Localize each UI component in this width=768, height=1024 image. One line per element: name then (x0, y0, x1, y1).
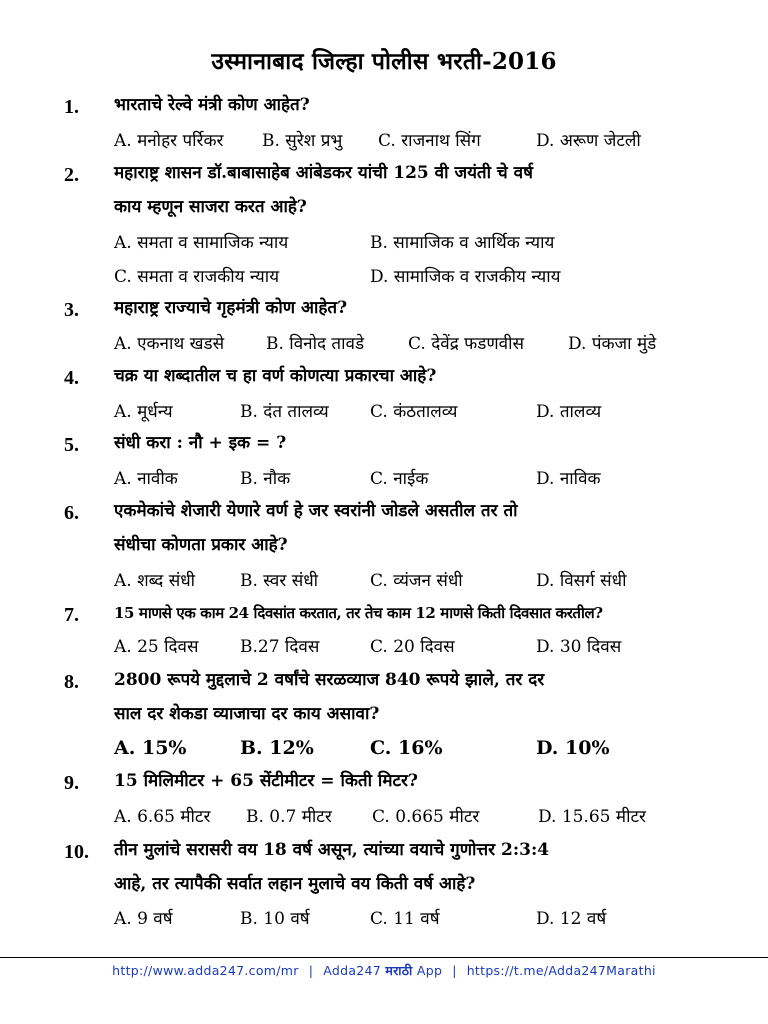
footer-separator: | (308, 963, 314, 978)
question-number: 7. (64, 604, 79, 626)
question-number: 8. (64, 671, 79, 693)
question-text: 2800 रूपये मुद्दलाचे 2 वर्षांचे सरळव्याज 840 रूपये झाले, तर दर (114, 670, 545, 690)
question-text-line-2: साल दर शेकडा व्याजाचा दर काय असावा? (114, 704, 380, 724)
option-c: C. राजनाथ सिंग (378, 131, 481, 151)
app-language: मराठी (385, 963, 413, 978)
option-d: D. अरूण जेटली (536, 131, 641, 151)
question-text: भारताचे रेल्वे मंत्री कोण आहेत? (114, 95, 310, 115)
question-text: चक्र या शब्दातील च हा वर्ण कोणत्या प्रकारचा आहे? (114, 366, 437, 386)
option-c: C. देवेंद्र फडणवीस (408, 334, 524, 354)
option-c: C. 16% (370, 737, 443, 759)
option-b: B. सामाजिक व आर्थिक न्याय (370, 233, 555, 253)
option-b: B. 0.7 मीटर (246, 807, 332, 827)
option-c: C. नाईक (370, 469, 429, 489)
question-number: 4. (64, 367, 79, 389)
app-name: Adda247 (323, 963, 382, 978)
option-b: B.27 दिवस (240, 637, 320, 657)
option-c: C. 0.665 मीटर (372, 807, 480, 827)
option-a: A. शब्द संधी (114, 571, 196, 591)
option-c: C. 11 वर्ष (370, 909, 440, 929)
option-b: B. विनोद तावडे (266, 334, 365, 354)
option-b: B. दंत तालव्य (240, 402, 329, 422)
option-c: C. समता व राजकीय न्याय (114, 267, 280, 287)
page-title: उस्मानाबाद जिल्हा पोलीस भरती-2016 (211, 48, 557, 75)
question-text: महाराष्ट्र राज्याचे गृहमंत्री कोण आहेत? (114, 298, 348, 318)
question-number: 10. (64, 841, 89, 863)
option-d: D. तालव्य (536, 402, 602, 422)
option-a: A. एकनाथ खडसे (114, 334, 225, 354)
question-number: 5. (64, 434, 79, 456)
footer-divider (0, 957, 768, 958)
option-d: D. 10% (536, 737, 610, 759)
question-text: एकमेकांचे शेजारी येणारे वर्ण हे जर स्वरांनी जोडले असतील तर तो (114, 501, 518, 521)
question-text-line-2: संधीचा कोणता प्रकार आहे? (114, 535, 288, 555)
question-number: 1. (64, 96, 79, 118)
option-d: D. विसर्ग संधी (536, 571, 627, 591)
question-text-line-2: काय म्हणून साजरा करत आहे? (114, 197, 307, 217)
option-d: D. सामाजिक व राजकीय न्याय (370, 267, 561, 287)
option-a: A. मनोहर पर्रिकर (114, 131, 224, 151)
option-a: A. 15% (114, 737, 187, 759)
question-number: 6. (64, 502, 79, 524)
footer-separator: | (452, 963, 457, 978)
question-text: तीन मुलांचे सरासरी वय 18 वर्ष असून, त्यांच्या वयाचे गुणोत्तर 2:3:4 (114, 840, 550, 860)
option-c: C. 20 दिवस (370, 637, 455, 657)
question-number: 9. (64, 772, 79, 794)
option-b: B. नौक (240, 469, 291, 489)
website-link[interactable]: http://www.adda247.com/mr (112, 963, 299, 978)
option-d: D. 30 दिवस (536, 637, 622, 657)
question-text: महाराष्ट्र शासन डॉ.बाबासाहेब आंबेडकर यांची 125 वी जयंती चे वर्ष (114, 163, 533, 183)
option-c: C. कंठतालव्य (370, 402, 458, 422)
option-b: B. सुरेश प्रभु (262, 131, 343, 151)
option-b: B. स्वर संधी (240, 571, 319, 591)
option-c: C. व्यंजन संधी (370, 571, 463, 591)
option-a: A. 9 वर्ष (114, 909, 173, 929)
option-a: A. मूर्धन्य (114, 402, 173, 422)
option-b: B. 10 वर्ष (240, 909, 310, 929)
option-b: B. 12% (240, 737, 314, 759)
option-d: D. नाविक (536, 469, 601, 489)
option-d: D. 12 वर्ष (536, 909, 607, 929)
option-d: D. पंकजा मुंडे (568, 334, 657, 354)
question-text-line-2: आहे, तर त्यापैकी सर्वात लहान मुलाचे वय किती वर्ष आहे? (114, 874, 476, 894)
question-number: 3. (64, 299, 79, 321)
question-text: 15 मिलिमीटर + 65 सेंटीमीटर = किती मिटर? (114, 771, 418, 791)
question-text: संधी करा : नौ + इक = ? (114, 433, 287, 453)
footer (0, 962, 768, 979)
question-number: 2. (64, 164, 79, 186)
option-d: D. 15.65 मीटर (538, 807, 646, 827)
telegram-link[interactable]: https://t.me/Adda247Marathi (466, 963, 656, 978)
option-a: A. नावीक (114, 469, 178, 489)
option-a: A. 6.65 मीटर (114, 807, 211, 827)
question-text: 15 माणसे एक काम 24 दिवसांत करतात, तर तेच काम 12 माणसे किती दिवसात करतील? (114, 604, 603, 622)
option-a: A. 25 दिवस (114, 637, 199, 657)
option-a: A. समता व सामाजिक न्याय (114, 233, 289, 253)
app-label: App (416, 963, 443, 978)
